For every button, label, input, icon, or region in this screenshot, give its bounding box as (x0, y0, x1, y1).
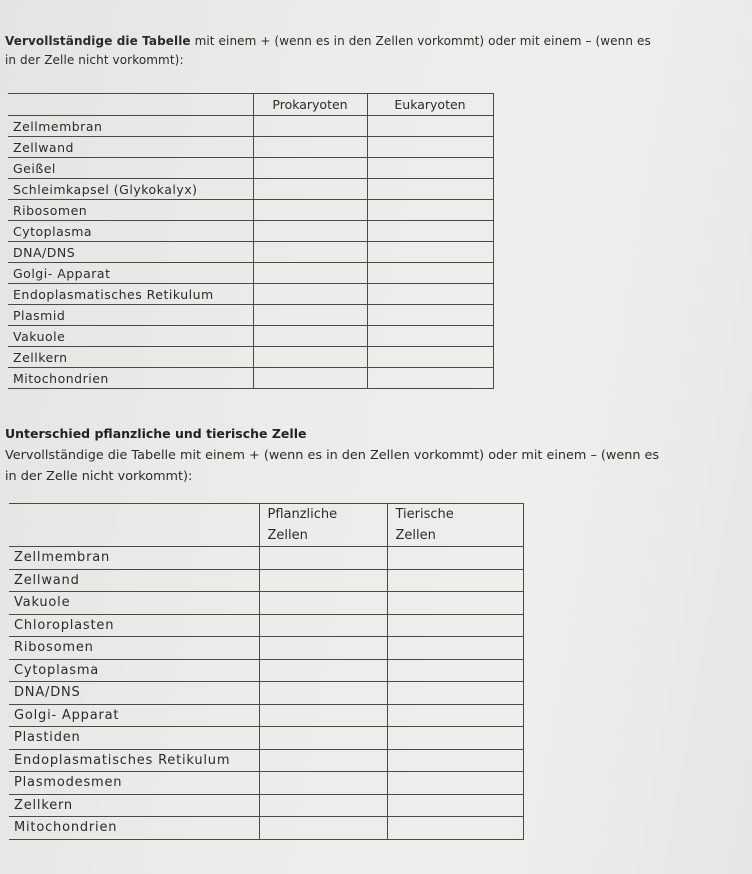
answer-cell-col2[interactable] (387, 772, 523, 795)
answer-cell-col1[interactable] (253, 116, 367, 137)
answer-cell-col2[interactable] (387, 749, 523, 772)
answer-cell-col1[interactable] (259, 637, 387, 660)
row-label: Zellkern (9, 794, 259, 817)
answer-cell-col2[interactable] (387, 794, 523, 817)
instructions-2-line2: in der Zelle nicht vorkommt): (5, 469, 193, 484)
answer-cell-col2[interactable] (367, 158, 493, 179)
answer-cell-col1[interactable] (259, 547, 387, 570)
answer-cell-col2[interactable] (387, 592, 523, 615)
answer-cell-col1[interactable] (253, 347, 367, 368)
answer-cell-col2[interactable] (387, 659, 523, 682)
answer-cell-col1[interactable] (259, 817, 387, 840)
table-1-corner (8, 94, 253, 116)
table-row (9, 547, 523, 570)
table-2-header-1-line2: Zellen (267, 528, 308, 543)
answer-cell-col2[interactable] (367, 305, 493, 326)
instructions-1-rest: mit einem + (wenn es in den Zellen vorkommt) oder mit einem – (wenn es (190, 34, 651, 48)
answer-cell-col2[interactable] (387, 704, 523, 727)
table-row (9, 569, 523, 592)
answer-cell-col2[interactable] (367, 179, 493, 200)
row-label: Cytoplasma (9, 659, 259, 682)
row-label: Schleimkapsel (Glykokalyx) (8, 179, 253, 200)
row-label: Mitochondrien (9, 817, 259, 840)
table-2-header-1-line1: Pflanzliche (267, 507, 338, 522)
answer-cell-col2[interactable] (367, 263, 493, 284)
row-label: Zellmembran (9, 547, 259, 570)
table-row (9, 727, 523, 750)
table-row (8, 305, 493, 326)
table-row (8, 116, 493, 137)
answer-cell-col1[interactable] (253, 158, 367, 179)
table-1-header-prokaryoten: Prokaryoten (253, 94, 367, 116)
answer-cell-col2[interactable] (367, 368, 493, 389)
table-2-body (9, 547, 523, 840)
table-2-header-2-line2: Zellen (395, 528, 436, 543)
answer-cell-col1[interactable] (253, 305, 367, 326)
row-label: Endoplasmatisches Retikulum (9, 749, 259, 772)
row-label: Geißel (8, 158, 253, 179)
answer-cell-col1[interactable] (259, 749, 387, 772)
table-row (8, 263, 493, 284)
table-row (8, 158, 493, 179)
answer-cell-col2[interactable] (387, 682, 523, 705)
table-row (9, 592, 523, 615)
answer-cell-col2[interactable] (387, 817, 523, 840)
table-row (8, 368, 493, 389)
table-row (9, 817, 523, 840)
table-row (8, 347, 493, 368)
answer-cell-col1[interactable] (259, 614, 387, 637)
answer-cell-col2[interactable] (367, 347, 493, 368)
table-row (8, 242, 493, 263)
answer-cell-col2[interactable] (387, 569, 523, 592)
row-label: Plasmodesmen (9, 772, 259, 795)
answer-cell-col1[interactable] (253, 200, 367, 221)
answer-cell-col1[interactable] (259, 704, 387, 727)
row-label: Zellmembran (8, 116, 253, 137)
table-row (9, 637, 523, 660)
table-row (9, 704, 523, 727)
plant-animal-cell-table (9, 503, 524, 840)
table-row (9, 614, 523, 637)
instructions-1-line2: in der Zelle nicht vorkommt): (5, 53, 184, 67)
instructions-2 (5, 445, 745, 487)
table-1-header-eukaryoten: Eukaryoten (367, 94, 493, 116)
row-label: Vakuole (8, 326, 253, 347)
answer-cell-col2[interactable] (367, 242, 493, 263)
answer-cell-col2[interactable] (387, 547, 523, 570)
table-row (9, 794, 523, 817)
row-label: Cytoplasma (8, 221, 253, 242)
row-label: DNA/DNS (9, 682, 259, 705)
answer-cell-col2[interactable] (387, 727, 523, 750)
section-2-title: Unterschied pflanzliche und tierische Zelle (5, 426, 307, 441)
row-label: Zellwand (8, 137, 253, 158)
instructions-2-line1: Vervollständige die Tabelle mit einem + (wenn es in den Zellen vorkommt) oder mit einem – (wenn es (5, 448, 660, 463)
answer-cell-col1[interactable] (253, 242, 367, 263)
table-2-corner (9, 504, 259, 547)
row-label: Plasmid (8, 305, 253, 326)
table-2-header-pflanzliche (259, 504, 387, 547)
table-2-header-tierische (387, 504, 523, 547)
table-row (8, 221, 493, 242)
answer-cell-col2[interactable] (387, 614, 523, 637)
instructions-1 (5, 32, 745, 70)
answer-cell-col1[interactable] (259, 682, 387, 705)
table-1-body (8, 116, 493, 389)
table-2-header-2-line1: Tierische (395, 507, 454, 522)
answer-cell-col1[interactable] (253, 368, 367, 389)
answer-cell-col2[interactable] (367, 200, 493, 221)
answer-cell-col1[interactable] (253, 137, 367, 158)
answer-cell-col1[interactable] (253, 263, 367, 284)
row-label: Golgi- Apparat (8, 263, 253, 284)
row-label: Chloroplasten (9, 614, 259, 637)
table-row (9, 659, 523, 682)
prokaryotes-eukaryotes-table (8, 93, 494, 389)
answer-cell-col1[interactable] (253, 221, 367, 242)
answer-cell-col1[interactable] (259, 569, 387, 592)
table-row (8, 179, 493, 200)
answer-cell-col2[interactable] (367, 137, 493, 158)
answer-cell-col1[interactable] (253, 284, 367, 305)
row-label: Zellkern (8, 347, 253, 368)
table-row (8, 200, 493, 221)
row-label: Endoplasmatisches Retikulum (8, 284, 253, 305)
table-row (9, 682, 523, 705)
table-row (9, 749, 523, 772)
answer-cell-col1[interactable] (259, 659, 387, 682)
row-label: Vakuole (9, 592, 259, 615)
table-row (8, 326, 493, 347)
answer-cell-col1[interactable] (253, 326, 367, 347)
answer-cell-col2[interactable] (367, 221, 493, 242)
answer-cell-col1[interactable] (259, 772, 387, 795)
row-label: Golgi- Apparat (9, 704, 259, 727)
answer-cell-col2[interactable] (367, 326, 493, 347)
row-label: DNA/DNS (8, 242, 253, 263)
answer-cell-col2[interactable] (387, 637, 523, 660)
answer-cell-col2[interactable] (367, 116, 493, 137)
table-row (9, 772, 523, 795)
instructions-1-bold: Vervollständige die Tabelle (5, 34, 191, 48)
table-row (8, 137, 493, 158)
answer-cell-col1[interactable] (259, 727, 387, 750)
table-row (8, 284, 493, 305)
row-label: Ribosomen (8, 200, 253, 221)
row-label: Mitochondrien (8, 368, 253, 389)
answer-cell-col1[interactable] (259, 794, 387, 817)
row-label: Ribosomen (9, 637, 259, 660)
answer-cell-col1[interactable] (259, 592, 387, 615)
answer-cell-col1[interactable] (253, 179, 367, 200)
row-label: Zellwand (9, 569, 259, 592)
row-label: Plastiden (9, 727, 259, 750)
answer-cell-col2[interactable] (367, 284, 493, 305)
